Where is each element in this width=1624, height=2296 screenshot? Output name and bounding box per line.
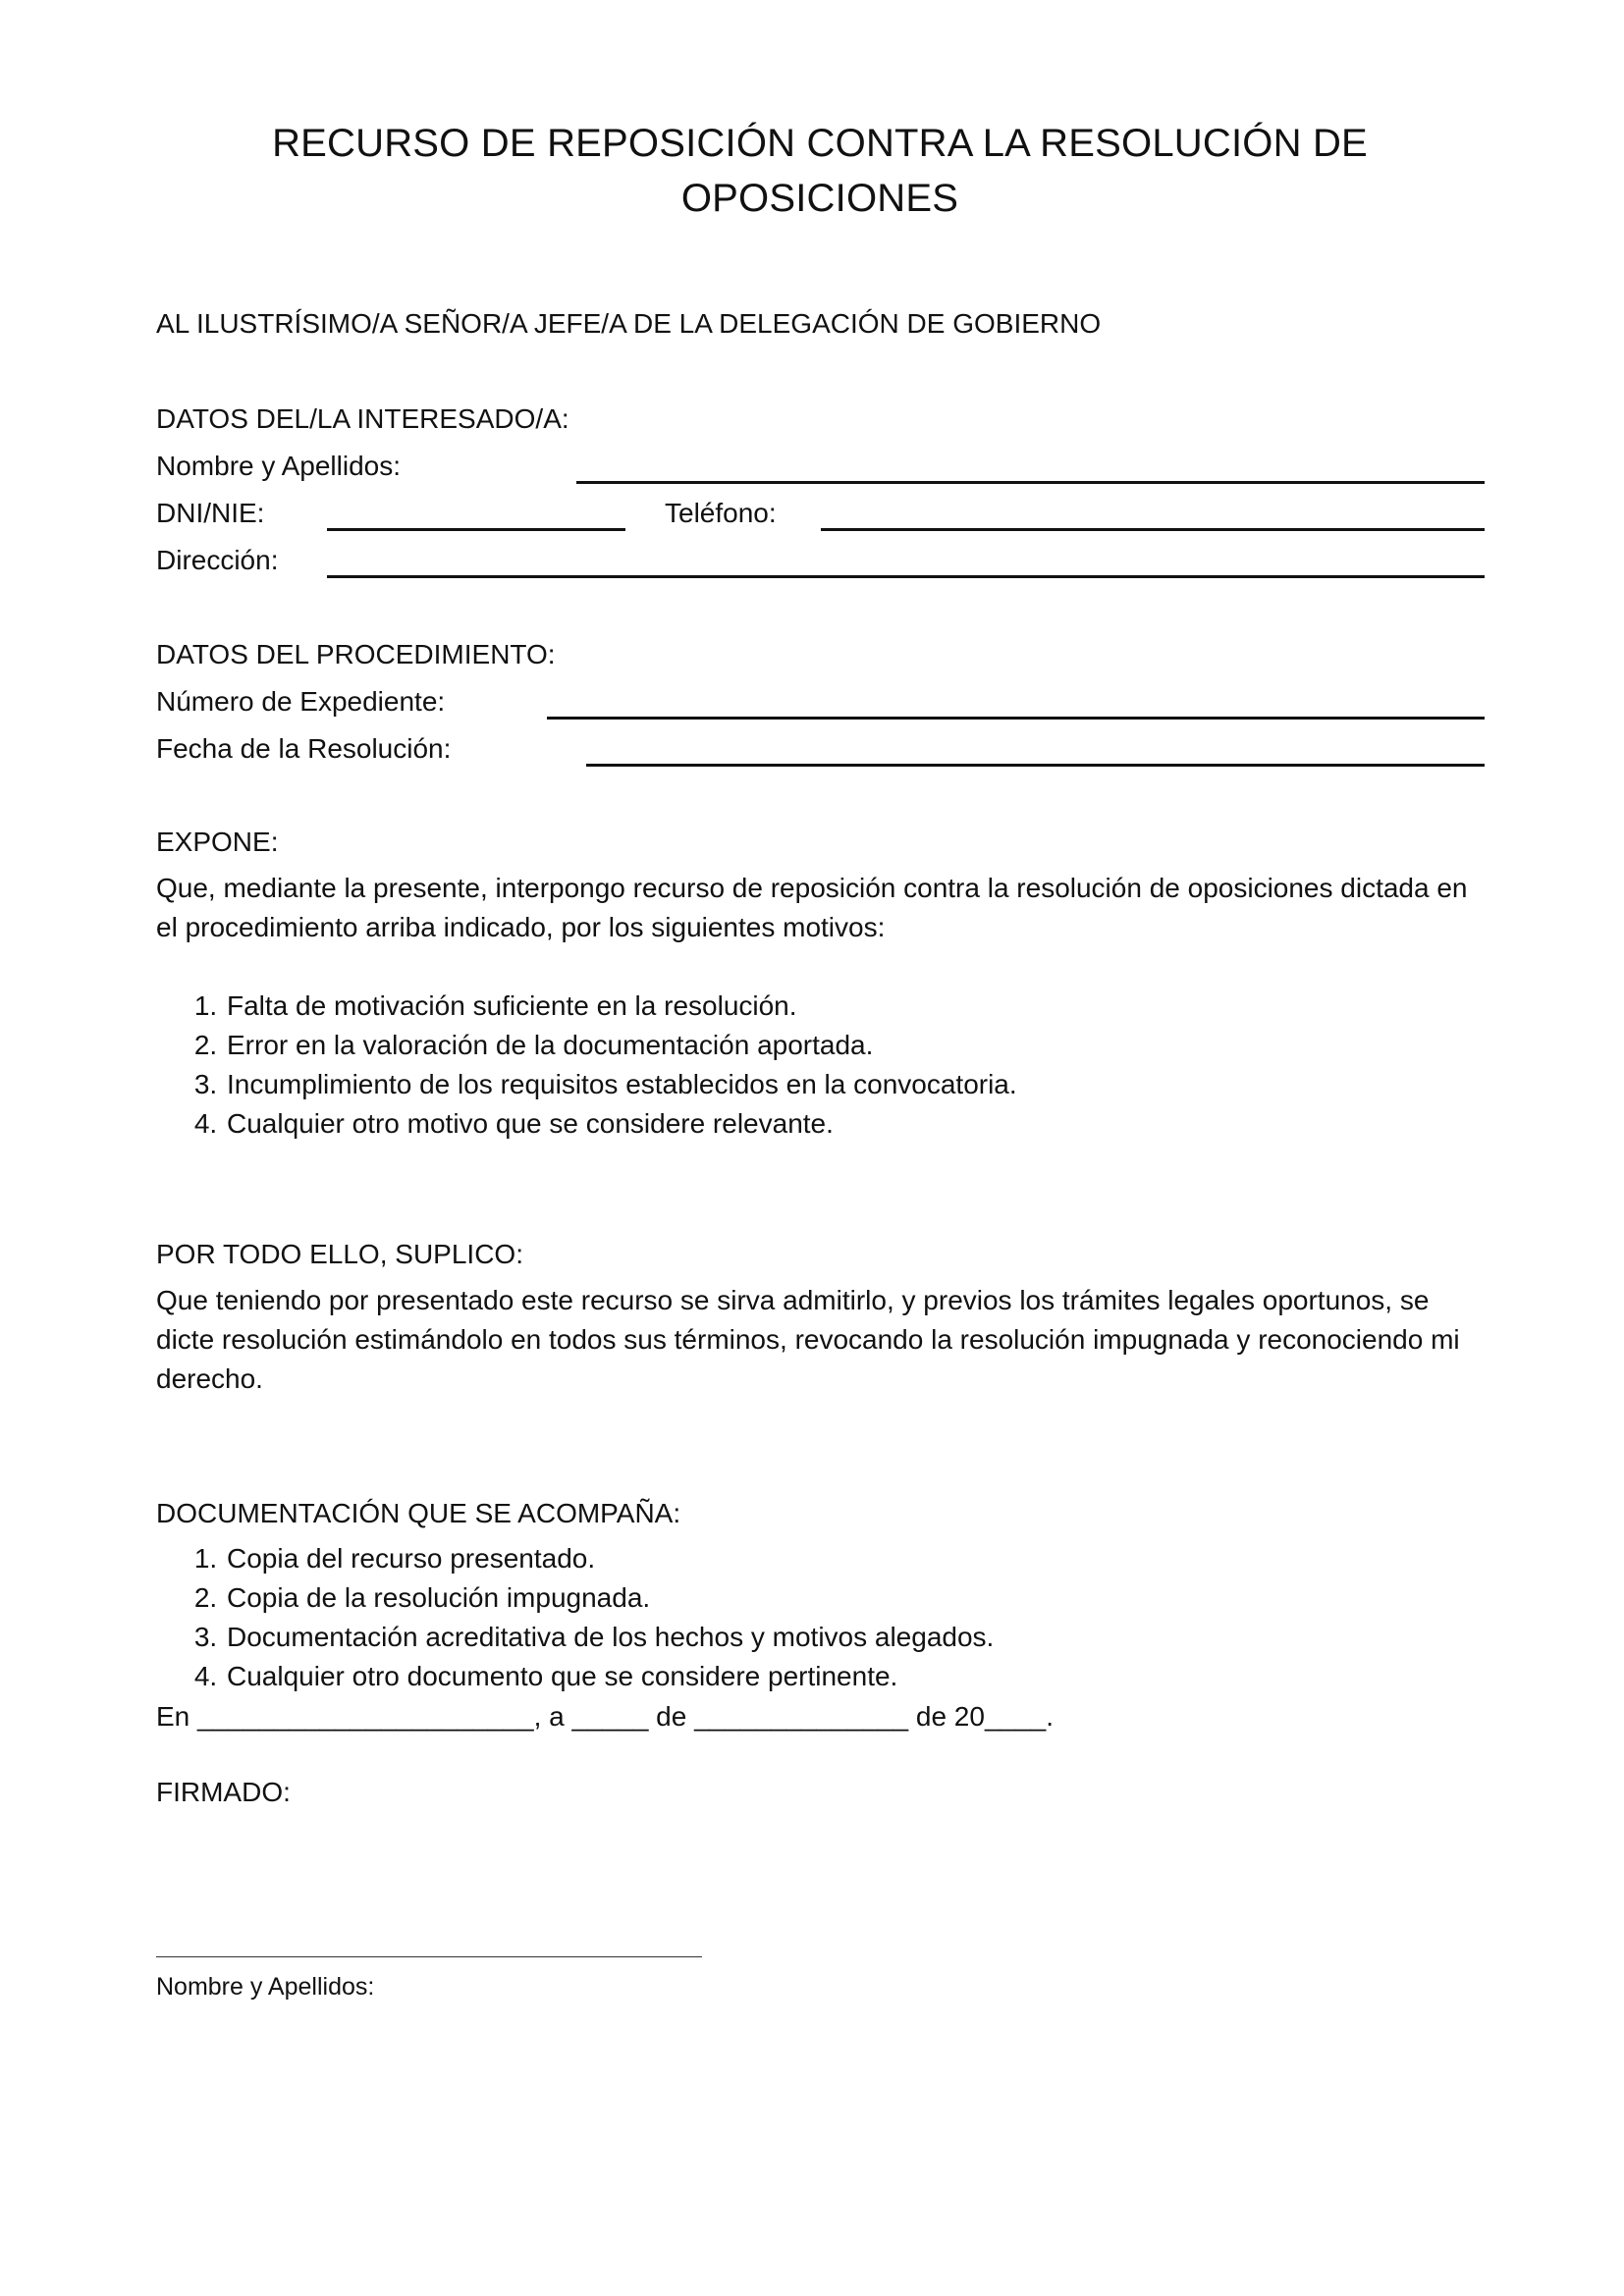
name-field[interactable] bbox=[576, 481, 1485, 484]
list-item: 1. Falta de motivación suficiente en la resolución. bbox=[225, 987, 1501, 1026]
list-item: 3. Documentación acreditativa de los hechos y motivos alegados. bbox=[225, 1618, 1501, 1657]
phone-field[interactable] bbox=[821, 528, 1485, 531]
signature-line[interactable] bbox=[156, 1956, 702, 1957]
list-item: 2. Copia de la resolución impugnada. bbox=[225, 1578, 1501, 1618]
suplico-text: Que teniendo por presentado este recurso se sirva admitirlo, y previos los trámites legales oportunos, se dicte resolución estimándolo en todos sus términos, revocando la resolución impugnada y reconociendo mi derecho. bbox=[156, 1285, 1460, 1394]
interested-heading: DATOS DEL/LA INTERESADO/A: bbox=[156, 403, 569, 434]
dni-field[interactable] bbox=[327, 528, 625, 531]
resolution-date-field[interactable] bbox=[586, 764, 1485, 767]
expone-heading: EXPONE: bbox=[156, 827, 279, 857]
list-item: 4. Cualquier otro documento que se considere pertinente. bbox=[225, 1657, 1501, 1696]
list-item: 4. Cualquier otro motivo que se considere relevante. bbox=[225, 1104, 1501, 1144]
addressee-line: AL ILUSTRÍSIMO/A SEÑOR/A JEFE/A DE LA DELEGACIÓN DE GOBIERNO bbox=[156, 308, 1102, 339]
file-number-field[interactable] bbox=[547, 717, 1485, 720]
resolution-date-label: Fecha de la Resolución: bbox=[156, 733, 452, 764]
suplico-heading: POR TODO ELLO, SUPLICO: bbox=[156, 1239, 523, 1269]
name-label: Nombre y Apellidos: bbox=[156, 451, 402, 481]
signature-name-label: Nombre y Apellidos: bbox=[156, 1973, 375, 2001]
address-field[interactable] bbox=[327, 575, 1485, 578]
list-item: 3. Incumplimiento de los requisitos establecidos en la convocatoria. bbox=[225, 1065, 1501, 1104]
dni-label: DNI/NIE: bbox=[156, 498, 265, 528]
documentation-heading: DOCUMENTACIÓN QUE SE ACOMPAÑA: bbox=[156, 1498, 681, 1528]
documentation-list bbox=[156, 1539, 1501, 1696]
signed-label: FIRMADO: bbox=[156, 1777, 291, 1807]
list-item: 1. Copia del recurso presentado. bbox=[225, 1539, 1501, 1578]
address-label: Dirección: bbox=[156, 545, 279, 575]
document-title: RECURSO DE REPOSICIÓN CONTRA LA RESOLUCIÓN DE OPOSICIONES bbox=[272, 122, 1368, 220]
place-date-line: En ______________________, a _____ de ______________ de 20____. bbox=[156, 1701, 1055, 1732]
procedure-heading: DATOS DEL PROCEDIMIENTO: bbox=[156, 639, 556, 669]
reasons-list bbox=[156, 987, 1501, 1144]
phone-label: Teléfono: bbox=[665, 498, 777, 528]
expone-text: Que, mediante la presente, interpongo recurso de reposición contra la resolución de oposiciones dictada en el procedimiento arriba indicado, por los siguientes motivos: bbox=[156, 873, 1468, 942]
file-number-label: Número de Expediente: bbox=[156, 686, 446, 717]
list-item: 2. Error en la valoración de la documentación aportada. bbox=[225, 1026, 1501, 1065]
